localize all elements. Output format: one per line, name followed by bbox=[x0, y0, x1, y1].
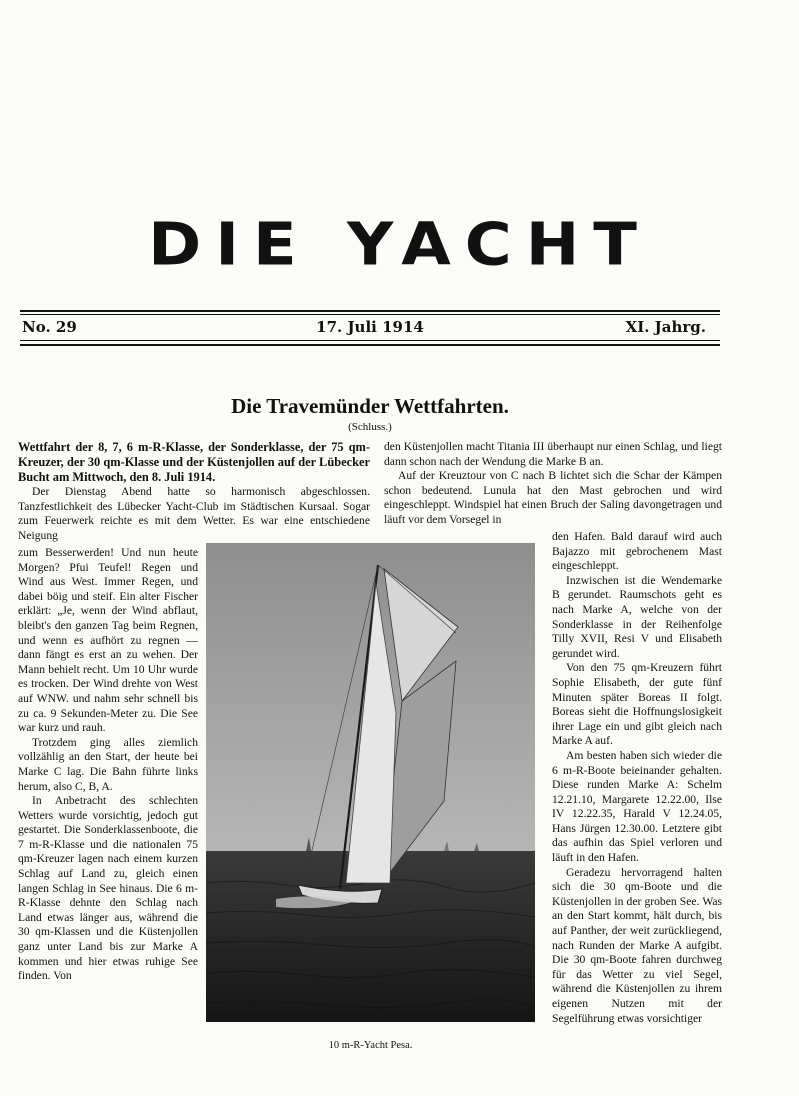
paragraph: Am besten haben sich wieder die 6 m-R-Boote beieinander gehalten. Diese runden Marke A: Schelm 12.21.10, Margarete 12.22.00, Ilse IV 12.22.35, Harald V 12.24.05, Hans Jürgen 12.30.00. Letztere gibt das aufhin das Spiel verloren und läuft in den Hafen. bbox=[552, 748, 722, 865]
header-rule-bottom bbox=[20, 344, 720, 346]
article-title: Die Travemünder Wettfahrten. bbox=[231, 394, 509, 418]
paragraph: Geradezu hervorragend halten sich die 30 qm-Boote und die Küstenjollen in der groben See. Was an den Start kommt, hält durch, bis auf Panther, der weit zurückliegend, nach Runden der Marke A aufgibt. Die 30 qm-Boote fahren durchweg für das Wetter zu viel Segel, während die Küstenjollen zu ihrem eigenen Nutzen mit der Segelführung etwas vorsichtiger bbox=[552, 865, 722, 1025]
header-rule-bottom-thin bbox=[20, 340, 720, 341]
paragraph: zum Besserwerden! Und nun heute Morgen? Pfui Teufel! Regen und Wind aus West. Immer Regen, und dabei böig und steif. Ein alter Fischer erklärt: „Je, wenn der Wind abflaut, bleibt's den ganzen Tag beim Regnen, und wenn es aufhört zu regnen — dann fängt es erst an zu wehen. Der Mann behielt recht. Um 10 Uhr wurde es trocken. Der Wind drehte von West auf WNW. und nahm sehr schnell bis zu ca. 9 Sekunden-Meter zu. Die See war kurz und rauh. bbox=[18, 546, 198, 735]
paragraph: den Küstenjollen macht Titania III überhaupt nur einen Schlag, und liegt dann schon nach der Wendung die Marke B an. bbox=[384, 440, 722, 468]
right-column-narrow bbox=[552, 530, 722, 1026]
paragraph: Trotzdem ging alles ziemlich vollzählig an den Start, der heute bei Marke C lag. Die Bahn führte links herum, also C, B, A. bbox=[18, 735, 198, 793]
article-headline: Wettfahrt der 8, 7, 6 m-R-Klasse, der Sonderklasse, der 75 qm-Kreuzer, der 30 qm-Klasse und der Küstenjollen auf der Lübecker Bucht am Mittwoch, den 8. Juli 1914. bbox=[18, 440, 370, 484]
header-rule-top bbox=[20, 310, 720, 312]
left-column-top bbox=[18, 440, 370, 543]
paragraph: Von den 75 qm-Kreuzern führt Sophie Elisabeth, der gute fünf Minuten später Boreas II folgt. Boreas sieht die Hoffnungslosigkeit ihrer Lage ein und gibt gleich nach Marke A auf. bbox=[552, 661, 722, 748]
header-rule-top-thin bbox=[20, 314, 720, 315]
issue-volume: XI. Jahrg. bbox=[625, 318, 706, 336]
issue-date: 17. Juli 1914 bbox=[316, 318, 424, 336]
paragraph: Auf der Kreuztour von C nach B lichtet sich die Schar der Kämpen schon bedeutend. Lunula hat den Mast gebrochen und wird eingeschleppt. Windspiel hat einen Bruch der Saling davongetragen und läuft vor dem Vorsegel in bbox=[384, 469, 722, 526]
issue-number: No. 29 bbox=[22, 318, 77, 336]
right-column-top bbox=[384, 440, 722, 528]
paragraph: den Hafen. Bald darauf wird auch Bajazzo mit gebrochenem Mast eingeschleppt. bbox=[552, 530, 722, 573]
yacht-photo bbox=[206, 543, 535, 1022]
paragraph: Der Dienstag Abend hatte so harmonisch abgeschlossen. Tanzfestlichkeit des Lübecker Yacht-Club im Städtischen Kursaal. Sogar zum Feuerwerk reichte es mit dem Wetter. Es war eine entschiedene Neigung bbox=[18, 485, 370, 542]
photo-caption: 10 m-R-Yacht Pesa. bbox=[328, 1040, 413, 1051]
issue-line bbox=[20, 318, 720, 340]
paragraph: Inzwischen ist die Wendemarke B gerundet. Raumschots geht es nach Marke A, welche von der Sonderklasse in der Reihenfolge Tilly XVII, Resi V und Elisabeth gerundet wird. bbox=[552, 573, 722, 660]
left-column-narrow bbox=[18, 546, 198, 984]
masthead bbox=[0, 210, 799, 280]
masthead-title: DIE YACHT bbox=[148, 210, 651, 280]
article-subtitle: (Schluss.) bbox=[348, 421, 392, 433]
paragraph: In Anbetracht des schlechten Wetters wurde vorsichtig, jedoch gut gestartet. Die Sonderklassenboote, die 7 m-R-Klasse und die nationalen 75 qm-Kreuzer lagen nach einem kurzen Schlag auf Land zu, gleich einen langen Schlag in See hinaus. Die 6 m-R-Klasse dehnte den Schlag nach Land etwas länger aus, während die 30 qm-Klassen und die Küstenjollen ganz unter Land bis zur Marke A kommen und hier etwas ruhige See finden. Von bbox=[18, 794, 198, 983]
